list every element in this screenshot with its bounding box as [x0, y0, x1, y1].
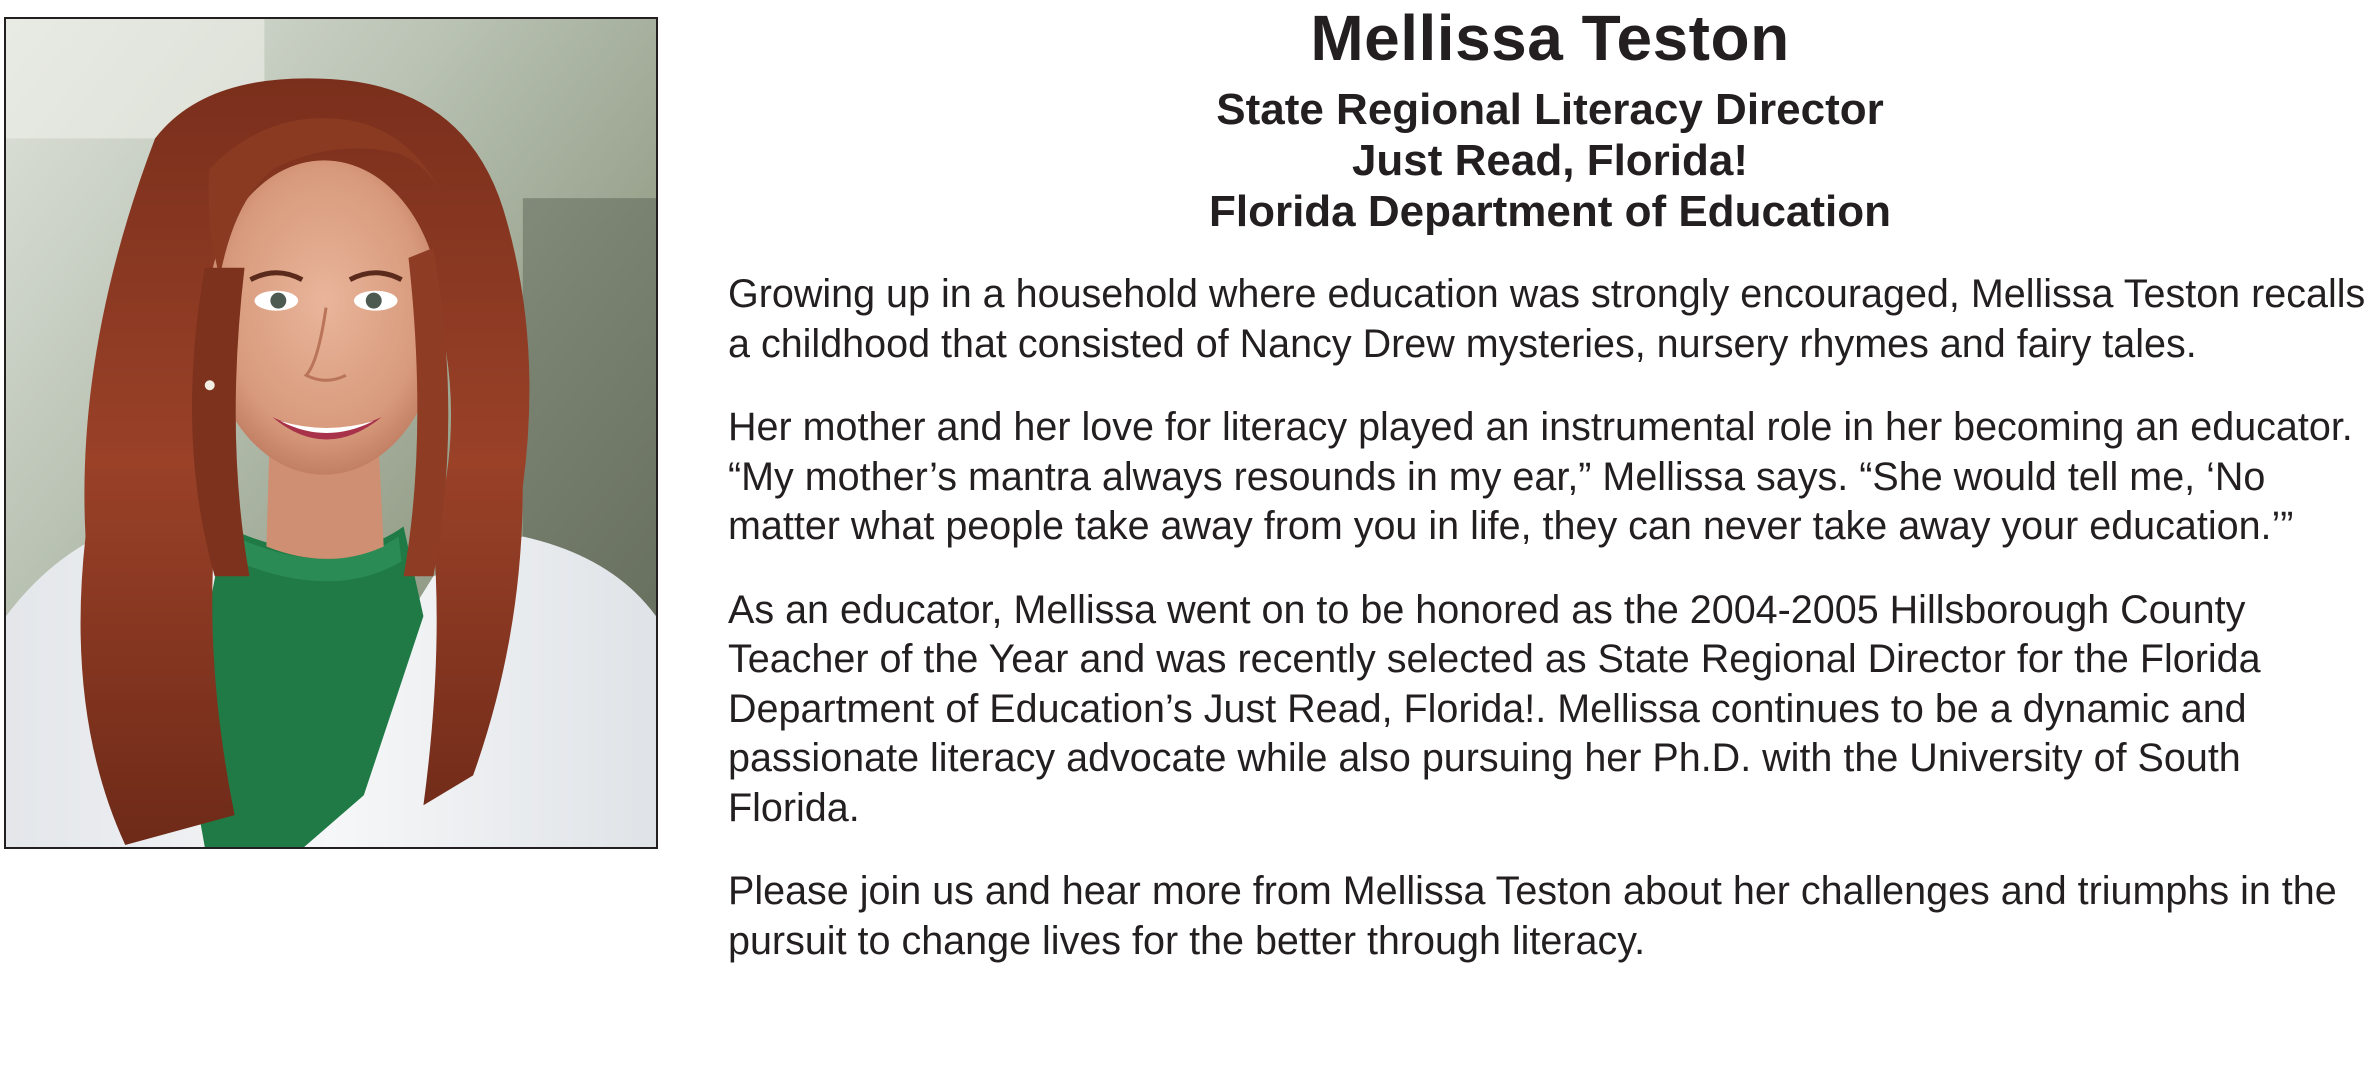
- job-title: State Regional Literacy Director: [1216, 85, 1884, 134]
- organization-name: Florida Department of Education: [1208, 187, 1892, 236]
- program-name: Just Read, Florida!: [1351, 136, 1749, 185]
- bio-paragraph-mother: Her mother and her love for literacy played an instrumental role in her becoming an educator. “My mother’s mantra always resounds in my ear,” Mellissa says. “She would tell me, ‘No matter what people take away from you in life, they can never take away your education.’”: [728, 405, 2353, 548]
- person-name: Mellissa Teston: [1310, 2, 1790, 74]
- header: [1000, 0, 2100, 237]
- bio-paragraph-childhood: Growing up in a household where education was strongly encouraged, Mellissa Teston recalls a childhood that consisted of Nancy Drew mysteries, nursery rhymes and fairy tales.: [728, 272, 2366, 366]
- bio-paragraph-invitation: Please join us and hear more from Mellissa Teston about her challenges and triumphs in the pursuit to change lives for the better through literacy.: [728, 869, 2337, 963]
- bio-text: [36, 270, 2366, 966]
- bio-paragraph-career: As an educator, Mellissa went on to be honored as the 2004-2005 Hillsborough County Teacher of the Year and was recently selected as State Regional Director for the Florida Department of Education’s Just Read, Florida!. Mellissa continues to be a dynamic and passionate literacy advocate while also pursuing her Ph.D. with the University of South Florida.: [728, 587, 2261, 830]
- title-block: [1000, 84, 2100, 237]
